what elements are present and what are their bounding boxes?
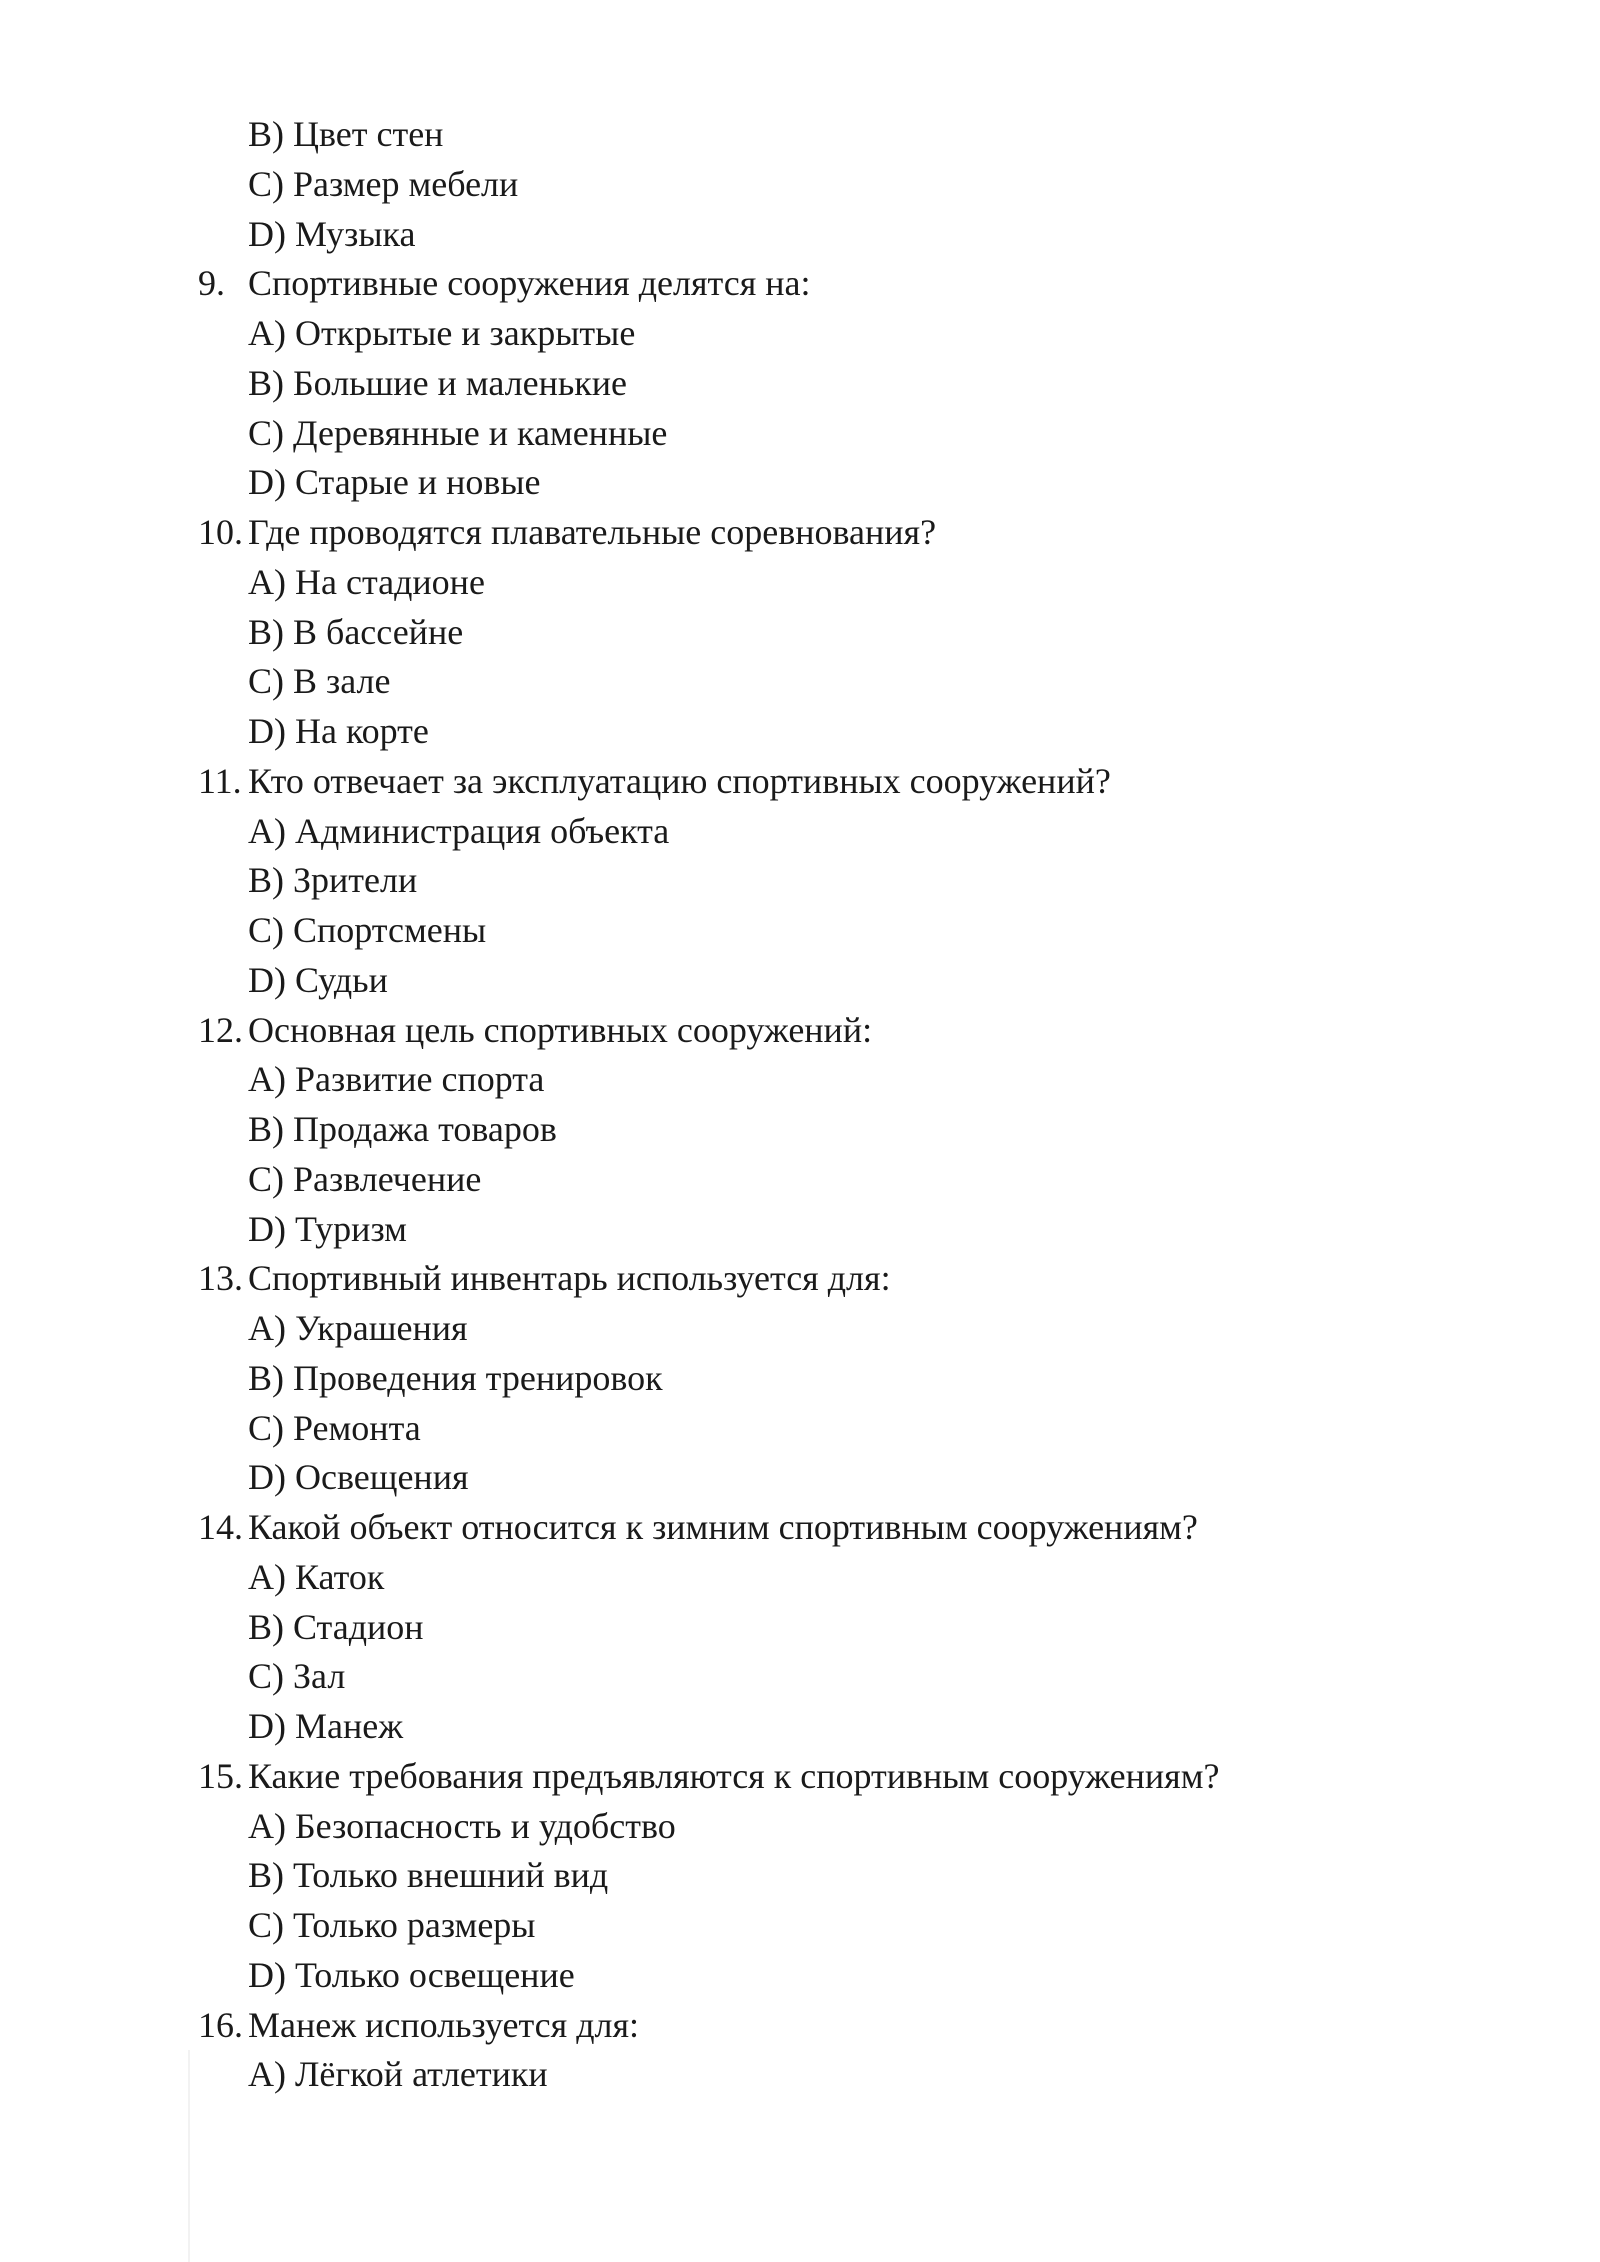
question-9 <box>198 259 1428 309</box>
option-line: C) Только размеры <box>248 1905 536 1945</box>
question-number: 14. <box>198 1507 243 1547</box>
question-10 <box>198 508 1428 558</box>
option-line: D) Только освещение <box>248 1954 575 1995</box>
question-15 <box>198 1752 1428 1802</box>
option-line: C) Зал <box>248 1656 346 1697</box>
option-line: B) В бассейне <box>248 611 464 652</box>
option-line: A) Администрация объекта <box>248 810 670 851</box>
question-text: Какой объект относится к зимним спортивным сооружениям? <box>248 1507 1198 1547</box>
option-line: A) Развитие спорта <box>248 1059 545 1100</box>
question-number: 16. <box>198 2004 243 2045</box>
question-number: 15. <box>198 1755 243 1796</box>
option-line: C) Деревянные и каменные <box>248 412 668 453</box>
option-line: A) Каток <box>248 1556 385 1597</box>
document-content <box>198 110 1428 2100</box>
question-number: 13. <box>198 1258 243 1299</box>
question-16 <box>198 2001 1428 2051</box>
option-line: B) Проведения тренировок <box>248 1357 663 1398</box>
option-line: A) Лёгкой атлетики <box>248 2054 548 2095</box>
question-text: Какие требования предъявляются к спортивным сооружениям? <box>248 1755 1220 1796</box>
option-line: A) На стадионе <box>248 561 485 602</box>
question-11 <box>198 757 1428 807</box>
question-number: 11. <box>198 760 242 801</box>
option-line: C) Развлечение <box>248 1158 482 1199</box>
question-number: 9. <box>198 263 225 304</box>
question-12 <box>198 1006 1428 1056</box>
option-line: B) Зрители <box>248 860 418 901</box>
question-number: 12. <box>198 1009 243 1050</box>
option-line: B) Цвет стен <box>248 114 444 154</box>
option-line: D) Туризм <box>248 1208 407 1249</box>
question-text: Где проводятся плавательные соревнования? <box>248 512 937 552</box>
option-line: C) Размер мебели <box>248 163 519 204</box>
question-number: 10. <box>198 512 243 552</box>
option-line: B) Большие и маленькие <box>248 362 628 403</box>
option-line: D) Старые и новые <box>248 462 541 503</box>
option-line: B) Только внешний вид <box>248 1855 609 1896</box>
option-line: D) Манеж <box>248 1706 404 1746</box>
option-line: D) Освещения <box>248 1457 469 1498</box>
page-edge-shadow <box>188 2050 190 2262</box>
option-line: B) Стадион <box>248 1606 424 1647</box>
question-13 <box>198 1254 1428 1304</box>
option-line: A) Украшения <box>248 1308 468 1348</box>
option-line: B) Продажа товаров <box>248 1109 557 1149</box>
question-14 <box>198 1503 1428 1553</box>
option-line: A) Безопасность и удобство <box>248 1805 676 1846</box>
question-text: Спортивные сооружения делятся на: <box>248 263 811 304</box>
option-line: C) Спортсмены <box>248 910 487 950</box>
question-text: Манеж используется для: <box>248 2004 640 2045</box>
option-line: C) Ремонта <box>248 1407 421 1448</box>
question-text: Кто отвечает за эксплуатацию спортивных сооружений? <box>248 760 1111 801</box>
question-text: Спортивный инвентарь используется для: <box>248 1258 891 1299</box>
option-line: D) На корте <box>248 711 429 751</box>
option-line: D) Судьи <box>248 959 388 1000</box>
option-line: D) Музыка <box>248 213 416 254</box>
option-line: C) В зале <box>248 661 391 702</box>
question-text: Основная цель спортивных сооружений: <box>248 1009 873 1050</box>
option-line: A) Открытые и закрытые <box>248 313 636 353</box>
